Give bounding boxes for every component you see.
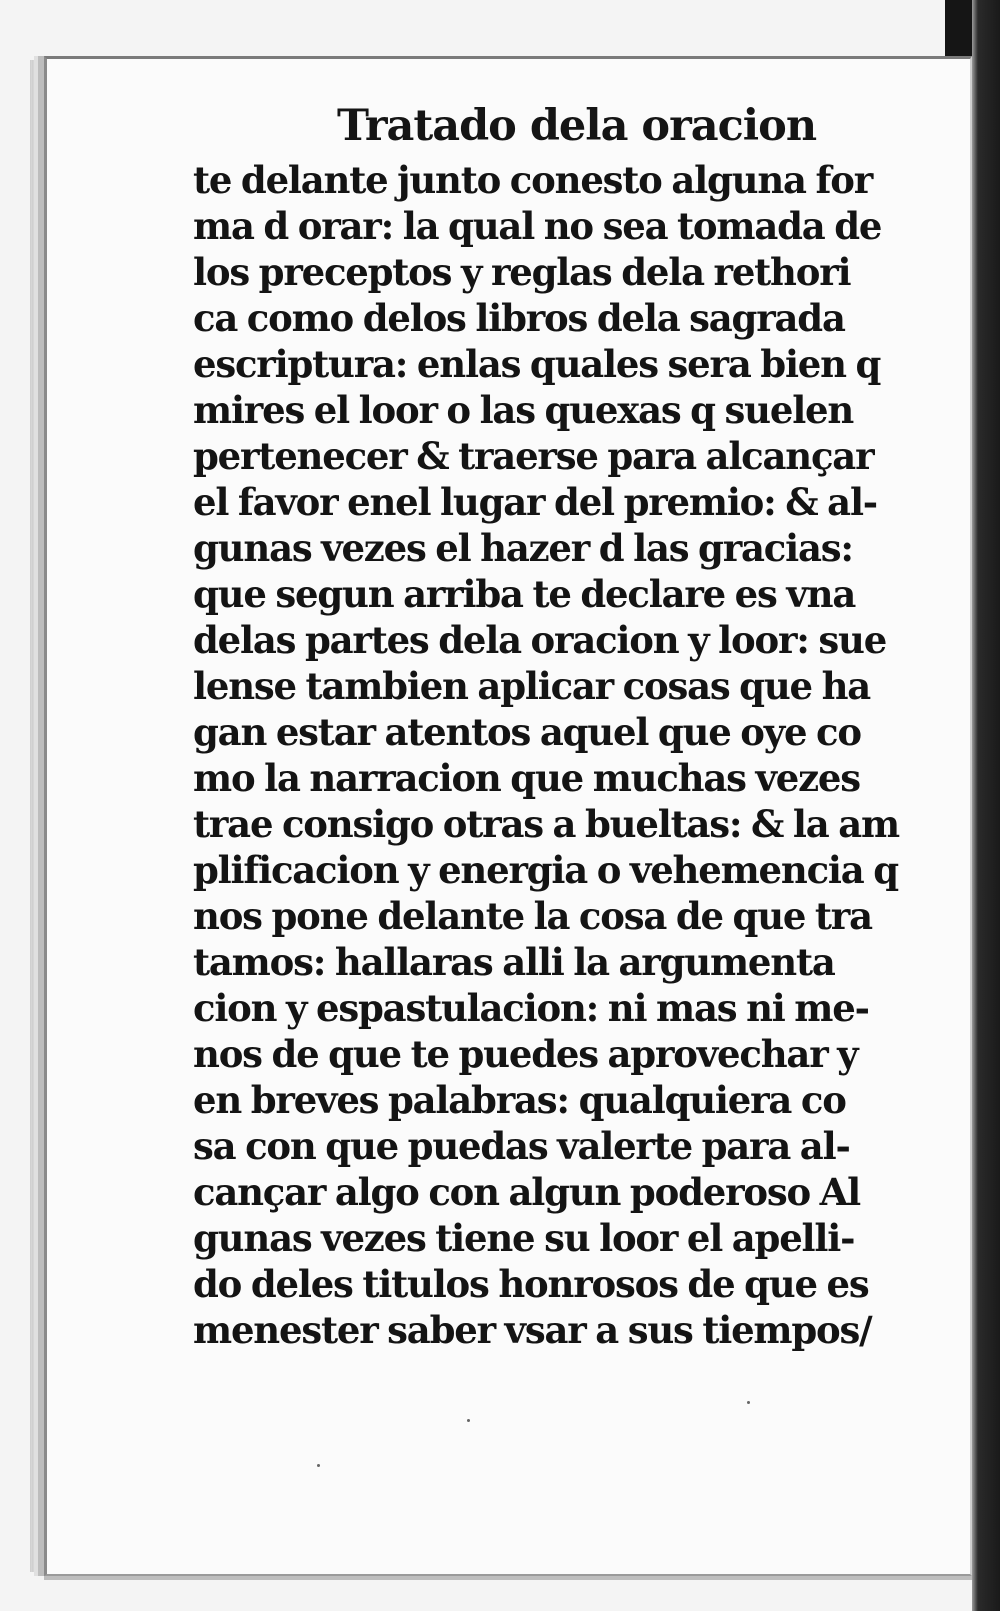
page-stack-edge xyxy=(30,60,36,1572)
text-line: sa con que puedas valerte para al- xyxy=(193,1124,850,1168)
text-line: pertenecer & traerse para alcançar xyxy=(193,434,874,478)
binding-edge xyxy=(972,0,1000,1611)
text-line: trae consigo otras a bueltas: & la am xyxy=(193,802,899,846)
text-line: plificacion y energia o vehemencia q xyxy=(193,848,898,892)
text-line: que segun arriba te declare es vna xyxy=(193,572,856,616)
ink-speck xyxy=(467,1419,470,1422)
text-line: delas partes dela oracion y loor: sue xyxy=(193,618,887,662)
text-line: nos de que te puedes aprovechar y xyxy=(193,1032,858,1076)
text-line: cançar algo con algun poderoso Al xyxy=(193,1170,861,1214)
running-head: Tratado dela oracion xyxy=(337,101,817,151)
text-line: gunas vezes el hazer d las gracias: xyxy=(193,526,853,570)
text-line: tamos: hallaras alli la argumenta xyxy=(193,940,835,984)
text-line: mo la narracion que muchas vezes xyxy=(193,756,860,800)
text-line: el favor enel lugar del premio: & al- xyxy=(193,480,877,524)
text-line: en breves palabras: qualquiera co xyxy=(193,1078,846,1122)
text-line: menester saber vsar a sus tiempos/ xyxy=(193,1308,872,1352)
ink-speck xyxy=(317,1464,320,1467)
text-line: cion y espastulacion: ni mas ni me- xyxy=(193,986,869,1030)
text-line: ma d orar: la qual no sea tomada de xyxy=(193,204,882,248)
text-line: nos pone delante la cosa de que tra xyxy=(193,894,872,938)
text-line: gan estar atentos aquel que oye co xyxy=(193,710,861,754)
text-line: te delante junto conesto alguna for xyxy=(193,158,872,202)
text-line: los preceptos y reglas dela rethori xyxy=(193,250,851,294)
text-line: lense tambien aplicar cosas que ha xyxy=(193,664,871,708)
ink-speck xyxy=(747,1401,750,1404)
text-line: mires el loor o las quexas q suelen xyxy=(193,388,854,432)
text-line: gunas vezes tiene su loor el apelli- xyxy=(193,1216,855,1260)
body-text xyxy=(193,157,899,1353)
text-line: escriptura: enlas quales sera bien q xyxy=(193,342,881,386)
text-line: ca como delos libros dela sagrada xyxy=(193,296,845,340)
book-page xyxy=(44,56,972,1576)
text-line: do deles titulos honrosos de que es xyxy=(193,1262,869,1306)
